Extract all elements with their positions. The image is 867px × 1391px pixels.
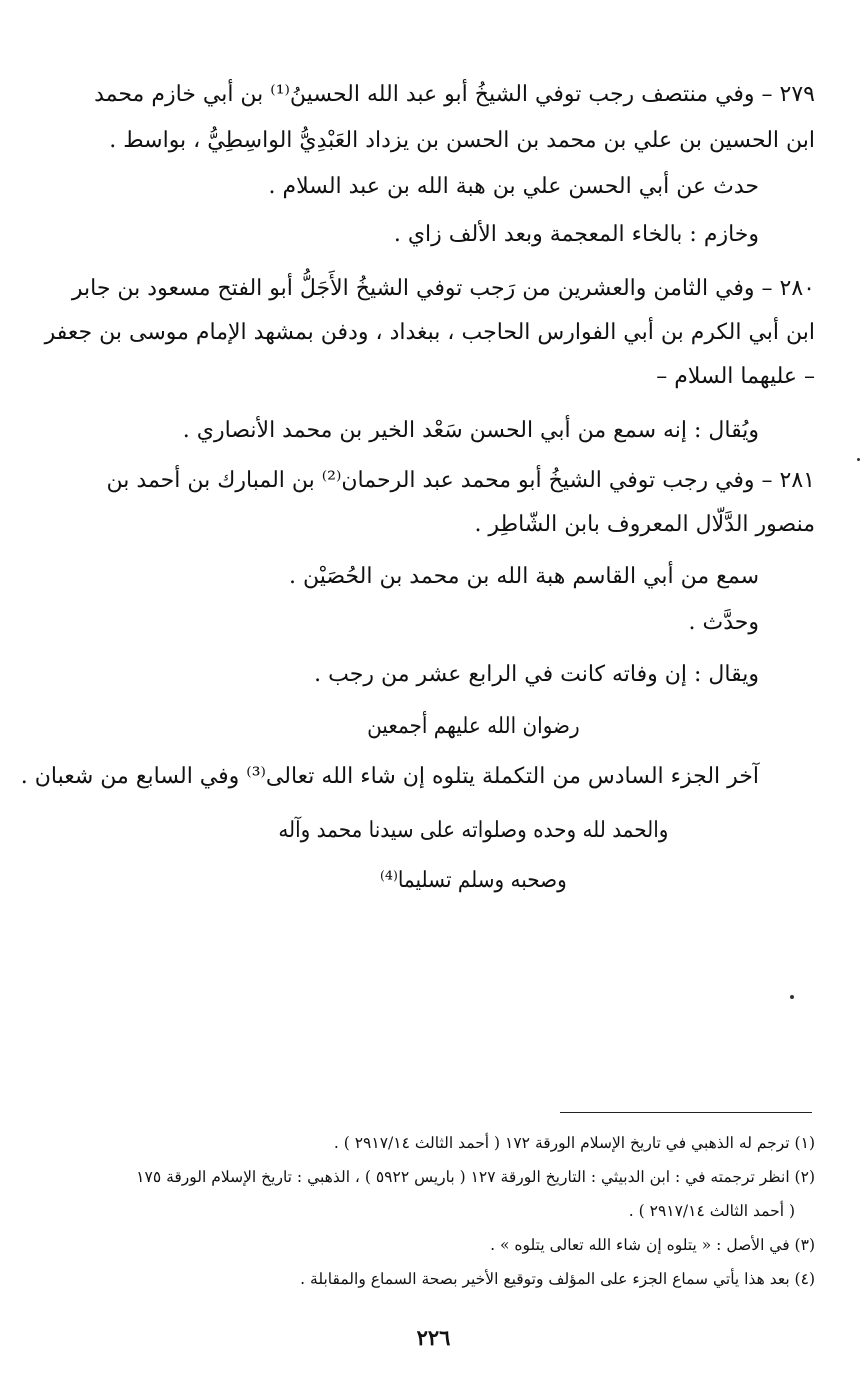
entry-281-line-2: منصور الدَّلّال المعروف بابن الشّاطِر . xyxy=(474,512,815,537)
footnote-1: (١) ترجم له الذهبي في تاريخ الإسلام الورقة ١٧٢ ( أحمد الثالث ٢٩١٧/١٤ ) . xyxy=(333,1134,815,1152)
entry-280-line-3: – عليهما السلام – xyxy=(656,364,815,389)
entry-281-line-4: وحدَّث . xyxy=(688,610,759,635)
footnote-3: (٣) في الأصل : « يتلوه إن شاء الله تعالى يتلوه » . xyxy=(490,1236,815,1254)
entry-280-line-4: ويُقال : إنه سمع من أبي الحسن سَعْد الخير بن محمد الأنصاري . xyxy=(182,418,759,443)
entry-279-line-1: ٢٧٩ – وفي منتصف رجب توفي الشيخُ أبو عبد الله الحسينُ⁽¹⁾ بن أبي خازم محمد xyxy=(94,82,815,107)
entry-281-line-1: ٢٨١ – وفي رجب توفي الشيخُ أبو محمد عبد الرحمان⁽²⁾ بن المبارك بن أحمد بن xyxy=(106,468,815,493)
footnote-2-line-2: ( أحمد الثالث ٢٩١٧/١٤ ) . xyxy=(628,1202,795,1220)
entry-280-line-2: ابن أبي الكرم بن أبي الفوارس الحاجب ، ببغداد ، ودفن بمشهد الإمام موسى بن جعفر xyxy=(44,320,815,345)
scan-speck xyxy=(857,458,860,461)
scan-speck xyxy=(790,995,794,999)
colophon-line-1: آخر الجزء السادس من التكملة يتلوه إن شاء الله تعالى⁽³⁾ وفي السابع من شعبان . xyxy=(20,764,759,789)
entry-279-line-2: ابن الحسين بن علي بن محمد بن الحسن بن يزداد العَبْدِيُّ الواسِطِيُّ ، بواسط . xyxy=(109,128,815,153)
entry-280-line-1: ٢٨٠ – وفي الثامن والعشرين من رَجب توفي الشيخُ الأَجَلُّ أبو الفتح مسعود بن جابر xyxy=(71,276,815,301)
entry-279-line-3: حدث عن أبي الحسن علي بن هبة الله بن عبد السلام . xyxy=(268,174,759,199)
footnote-rule xyxy=(560,1112,812,1113)
entry-281-line-3: سمع من أبي القاسم هبة الله بن محمد بن الحُصَيْن . xyxy=(288,564,759,589)
footnote-2-line-1: (٢) انظر ترجمته في : ابن الدبيثي : التاريخ الورقة ١٢٧ ( باريس ٥٩٢٢ ) ، الذهبي : تاريخ الإسلام الورقة ١٧٥ xyxy=(136,1168,815,1186)
colophon-line-2: والحمد لله وحده وصلواته على سيدنا محمد وآله xyxy=(278,818,669,843)
colophon-line-3: وصحبه وسلم تسليما⁽⁴⁾ xyxy=(380,868,567,893)
footnote-4: (٤) بعد هذا يأتي سماع الجزء على المؤلف وتوقيع الأخير بصحة السماع والمقابلة . xyxy=(300,1270,815,1288)
closing-blessing: رضوان الله عليهم أجمعين xyxy=(367,714,580,739)
entry-281-line-5: ويقال : إن وفاته كانت في الرابع عشر من رجب . xyxy=(314,662,759,687)
page-number: ٢٢٦ xyxy=(416,1325,451,1350)
entry-279-line-4: وخازم : بالخاء المعجمة وبعد الألف زاي . xyxy=(393,222,759,247)
